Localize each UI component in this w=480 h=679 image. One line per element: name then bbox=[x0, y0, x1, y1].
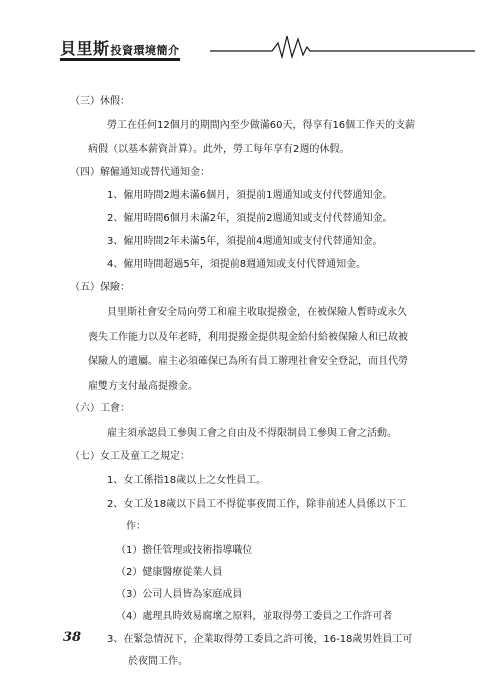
section-3-title: （三）休假： bbox=[70, 96, 130, 107]
list-item: 4、僱用時間超過5年，須提前8週通知或支付代替通知金。 bbox=[107, 259, 367, 270]
list-item: 3、僱用時間2年未滿5年，須提前4週通知或支付代替通知金。 bbox=[107, 236, 383, 247]
header-brand: 貝里斯 bbox=[60, 39, 110, 58]
section-7-title: （七）女工及童工之規定： bbox=[70, 451, 190, 462]
section-5-paragraph-cont: 保險人的遺屬。雇主必須確保已為所有員工辦理社會安全登記，而且代勞 bbox=[88, 356, 408, 367]
list-item: 2、僱用時間6個月未滿2年，須提前2週通知或支付代替通知金。 bbox=[107, 213, 393, 224]
header-subtitle: 投資環境簡介 bbox=[110, 44, 180, 57]
page-header bbox=[60, 28, 430, 58]
pulse-line-icon bbox=[210, 28, 475, 60]
list-item: 1、女工係指18歲以上之女性員工。 bbox=[107, 475, 267, 486]
section-5-paragraph-cont: 雇雙方支付最高提撥金。 bbox=[88, 381, 198, 392]
section-5-paragraph: 貝里斯社會安全局向勞工和雇主收取提撥金，在被保險人暫時或永久 bbox=[107, 307, 407, 318]
list-item: 2、女工及18歲以下員工不得從事夜間工作，除非前述人員係以下工 bbox=[107, 499, 407, 510]
header-title bbox=[60, 36, 180, 59]
section-6-paragraph: 雇主須承認員工參與工會之自由及不得限制員工參與工會之活動。 bbox=[107, 428, 397, 439]
list-item: 3、在緊急情況下，企業取得勞工委員之許可後，16-18歲男姓員工可 bbox=[107, 634, 413, 645]
page-number: 38 bbox=[63, 630, 82, 645]
list-item-cont: 於夜間工作。 bbox=[128, 656, 188, 667]
section-5-title: （五）保險： bbox=[70, 282, 130, 293]
section-6-title: （六）工會： bbox=[70, 403, 130, 414]
section-3-paragraph: 勞工在任何12個月的期間內至少做滿60天，得享有16個工作天的支薪 bbox=[107, 120, 416, 131]
sub-list-item: （2）健康醫療從業人員 bbox=[116, 567, 223, 578]
section-4-title: （四）解僱通知或替代通知金： bbox=[70, 167, 210, 178]
header-underline bbox=[60, 58, 180, 61]
sub-list-item: （1）擔任管理或技術指導職位 bbox=[116, 545, 253, 556]
section-3-paragraph-cont: 病假（以基本薪資計算）。此外，勞工每年享有2週的休假。 bbox=[88, 144, 350, 155]
list-item: 1、僱用時間2週未滿6個月，須提前1週通知或支付代替通知金。 bbox=[107, 190, 393, 201]
sub-list-item: （3）公司人員皆為家庭成員 bbox=[116, 589, 243, 600]
section-5-paragraph-cont: 喪失工作能力以及年老時，利用提撥金提供現金給付給被保險人和已故被 bbox=[88, 332, 408, 343]
list-item-cont: 作： bbox=[126, 521, 146, 532]
sub-list-item: （4）處理具時效易腐壞之原料，並取得勞工委員之工作許可者 bbox=[116, 611, 393, 622]
